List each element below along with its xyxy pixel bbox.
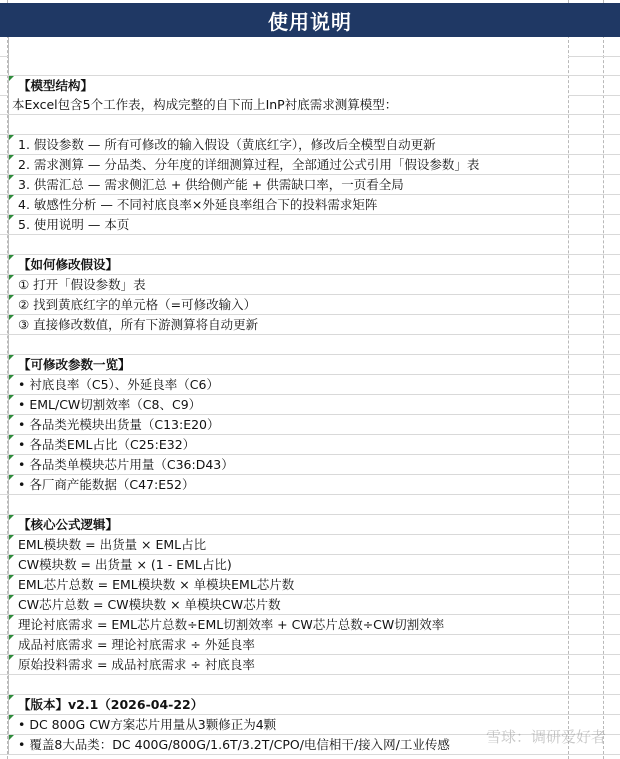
comment-indicator-icon — [9, 295, 14, 300]
cell-text: • 各厂商产能数据（C47:E52） — [18, 477, 195, 492]
sheet-row — [0, 595, 620, 615]
cell-text: 【核心公式逻辑】 — [18, 517, 119, 532]
sheet-row — [0, 155, 620, 175]
sheet-row — [0, 56, 620, 76]
sheet-cell[interactable] — [8, 355, 568, 374]
sheet-cell[interactable] — [8, 215, 568, 234]
sheet-cell[interactable] — [8, 735, 568, 754]
comment-indicator-icon — [9, 475, 14, 480]
cell-text: • 覆盖8大品类：DC 400G/800G/1.6T/3.2T/CPO/电信相干/接入网/工业传感 — [18, 737, 450, 752]
sheet-cell[interactable] — [8, 135, 568, 154]
sheet-row — [0, 235, 620, 255]
sheet-cell[interactable] — [8, 535, 568, 554]
comment-indicator-icon — [9, 575, 14, 580]
sheet-row — [0, 575, 620, 595]
cell-text: CW芯片总数 = CW模块数 × 单模块CW芯片数 — [18, 597, 281, 612]
sheet-cell[interactable] — [8, 435, 568, 454]
cell-text: 4. 敏感性分析 — 不同衬底良率×外延良率组合下的投料需求矩阵 — [18, 197, 378, 212]
comment-indicator-icon — [9, 535, 14, 540]
sheet-row — [0, 315, 620, 335]
comment-indicator-icon — [9, 455, 14, 460]
watermark: 雪球：调研爱好者 — [485, 728, 606, 746]
sheet-row — [0, 335, 620, 355]
comment-indicator-icon — [9, 555, 14, 560]
sheet-row — [0, 415, 620, 435]
sheet-cell[interactable] — [8, 715, 568, 734]
comment-indicator-icon — [9, 375, 14, 380]
cell-text: • EML/CW切割效率（C8、C9） — [18, 397, 202, 412]
sheet-row — [0, 215, 620, 235]
sheet-cell[interactable] — [8, 495, 568, 514]
sheet-cell[interactable] — [8, 37, 568, 56]
cell-text: CW模块数 = 出货量 × (1 - EML占比) — [18, 557, 232, 572]
comment-indicator-icon — [9, 255, 14, 260]
sheet-cell[interactable] — [8, 615, 568, 634]
cell-text: • 各品类EML占比（C25:E32） — [18, 437, 196, 452]
sheet-cell[interactable] — [8, 675, 568, 694]
cell-text: 【版本】v2.1（2026-04-22） — [18, 697, 204, 712]
comment-indicator-icon — [9, 695, 14, 700]
sheet-row — [0, 695, 620, 715]
comment-indicator-icon — [9, 715, 14, 720]
cell-text: 5. 使用说明 — 本页 — [18, 217, 130, 232]
sheet-row — [0, 515, 620, 535]
cell-text: • 各品类单模块芯片用量（C36:D43） — [18, 457, 234, 472]
sheet-cell[interactable] — [8, 235, 568, 254]
sheet-cell[interactable] — [8, 515, 568, 534]
cell-text: 【可修改参数一览】 — [18, 357, 131, 372]
comment-indicator-icon — [9, 355, 14, 360]
sheet-row — [0, 95, 620, 115]
cell-text: 本Excel包含5个工作表，构成完整的自下而上InP衬底需求测算模型： — [12, 97, 398, 112]
sheet-cell[interactable] — [8, 695, 568, 714]
sheet-row — [0, 195, 620, 215]
comment-indicator-icon — [9, 655, 14, 660]
sheet-row — [0, 635, 620, 655]
cell-text: EML模块数 = 出货量 × EML占比 — [18, 537, 207, 552]
comment-indicator-icon — [9, 175, 14, 180]
sheet-cell[interactable] — [8, 56, 568, 75]
comment-indicator-icon — [9, 195, 14, 200]
comment-indicator-icon — [9, 435, 14, 440]
cell-text: 成品衬底需求 = 理论衬底需求 ÷ 外延良率 — [18, 637, 255, 652]
sheet-row — [0, 675, 620, 695]
cell-text: • 衬底良率（C5）、外延良率（C6） — [18, 377, 219, 392]
sheet-cell[interactable] — [8, 415, 568, 434]
cell-text: 3. 供需汇总 — 需求侧汇总 + 供给侧产能 + 供需缺口率，一页看全局 — [18, 177, 404, 192]
sheet-row — [0, 435, 620, 455]
sheet-cell[interactable] — [8, 195, 568, 214]
sheet-cell[interactable] — [8, 95, 568, 114]
comment-indicator-icon — [9, 515, 14, 520]
sheet-row — [0, 475, 620, 495]
comment-indicator-icon — [9, 315, 14, 320]
sheet-row — [0, 395, 620, 415]
sheet-cell[interactable] — [8, 175, 568, 194]
comment-indicator-icon — [9, 215, 14, 220]
sheet-cell[interactable] — [8, 335, 568, 354]
sheet-row — [0, 555, 620, 575]
cell-text: • 各品类光模块出货量（C13:E20） — [18, 417, 220, 432]
sheet-cell[interactable] — [8, 255, 568, 274]
sheet-row — [0, 615, 620, 635]
comment-indicator-icon — [9, 635, 14, 640]
comment-indicator-icon — [9, 735, 14, 740]
sheet-row — [0, 135, 620, 155]
sheet-cell[interactable] — [8, 395, 568, 414]
sheet-row — [0, 255, 620, 275]
sheet-cell[interactable] — [8, 115, 568, 134]
sheet-cell[interactable] — [8, 76, 568, 95]
cell-text: 1. 假设参数 — 所有可修改的输入假设（黄底红字），修改后全模型自动更新 — [18, 137, 436, 152]
sheet-row — [0, 355, 620, 375]
cell-text: 理论衬底需求 = EML芯片总数÷EML切割效率 + CW芯片总数÷CW切割效率 — [18, 617, 445, 632]
sheet-row — [0, 535, 620, 555]
sheet-row — [0, 175, 620, 195]
cell-text: ② 找到黄底红字的单元格（=可修改输入） — [18, 297, 257, 312]
sheet-cell[interactable] — [8, 475, 568, 494]
cell-text: ① 打开「假设参数」表 — [18, 277, 146, 292]
cell-text: 【如何修改假设】 — [18, 257, 119, 272]
sheet-cell[interactable] — [8, 295, 568, 314]
cell-text: • DC 800G CW方案芯片用量从3颗修正为4颗 — [18, 717, 277, 732]
comment-indicator-icon — [9, 615, 14, 620]
sheet-cell[interactable] — [8, 155, 568, 174]
sheet-cell[interactable] — [8, 575, 568, 594]
cell-text: 2. 需求测算 — 分品类、分年度的详细测算过程，全部通过公式引用「假设参数」表 — [18, 157, 480, 172]
sheet-row — [0, 455, 620, 475]
sheet-row — [0, 375, 620, 395]
sheet-cell[interactable] — [8, 635, 568, 654]
cell-text: 原始投料需求 = 成品衬底需求 ÷ 衬底良率 — [18, 657, 255, 672]
sheet-row — [0, 295, 620, 315]
cell-text: 【模型结构】 — [18, 78, 94, 93]
sheet-cell[interactable] — [8, 375, 568, 394]
comment-indicator-icon — [9, 395, 14, 400]
sheet-row — [0, 76, 620, 96]
sheet-row — [0, 495, 620, 515]
cell-text: ③ 直接修改数值，所有下游测算将自动更新 — [18, 317, 259, 332]
sheet-cell[interactable] — [8, 315, 568, 334]
sheet-row — [0, 37, 620, 57]
sheet-cell[interactable] — [8, 275, 568, 294]
comment-indicator-icon — [9, 595, 14, 600]
page-title[interactable]: 使用说明 — [0, 3, 620, 37]
comment-indicator-icon — [9, 155, 14, 160]
sheet-row — [0, 275, 620, 295]
comment-indicator-icon — [9, 275, 14, 280]
comment-indicator-icon — [9, 76, 14, 81]
cell-text: EML芯片总数 = EML模块数 × 单模块EML芯片数 — [18, 577, 295, 592]
comment-indicator-icon — [9, 415, 14, 420]
sheet-row — [0, 655, 620, 675]
comment-indicator-icon — [9, 135, 14, 140]
sheet-cell[interactable] — [8, 655, 568, 674]
sheet-cell[interactable] — [8, 555, 568, 574]
sheet-cell[interactable] — [8, 595, 568, 614]
sheet-cell[interactable] — [8, 455, 568, 474]
sheet-row — [0, 115, 620, 135]
